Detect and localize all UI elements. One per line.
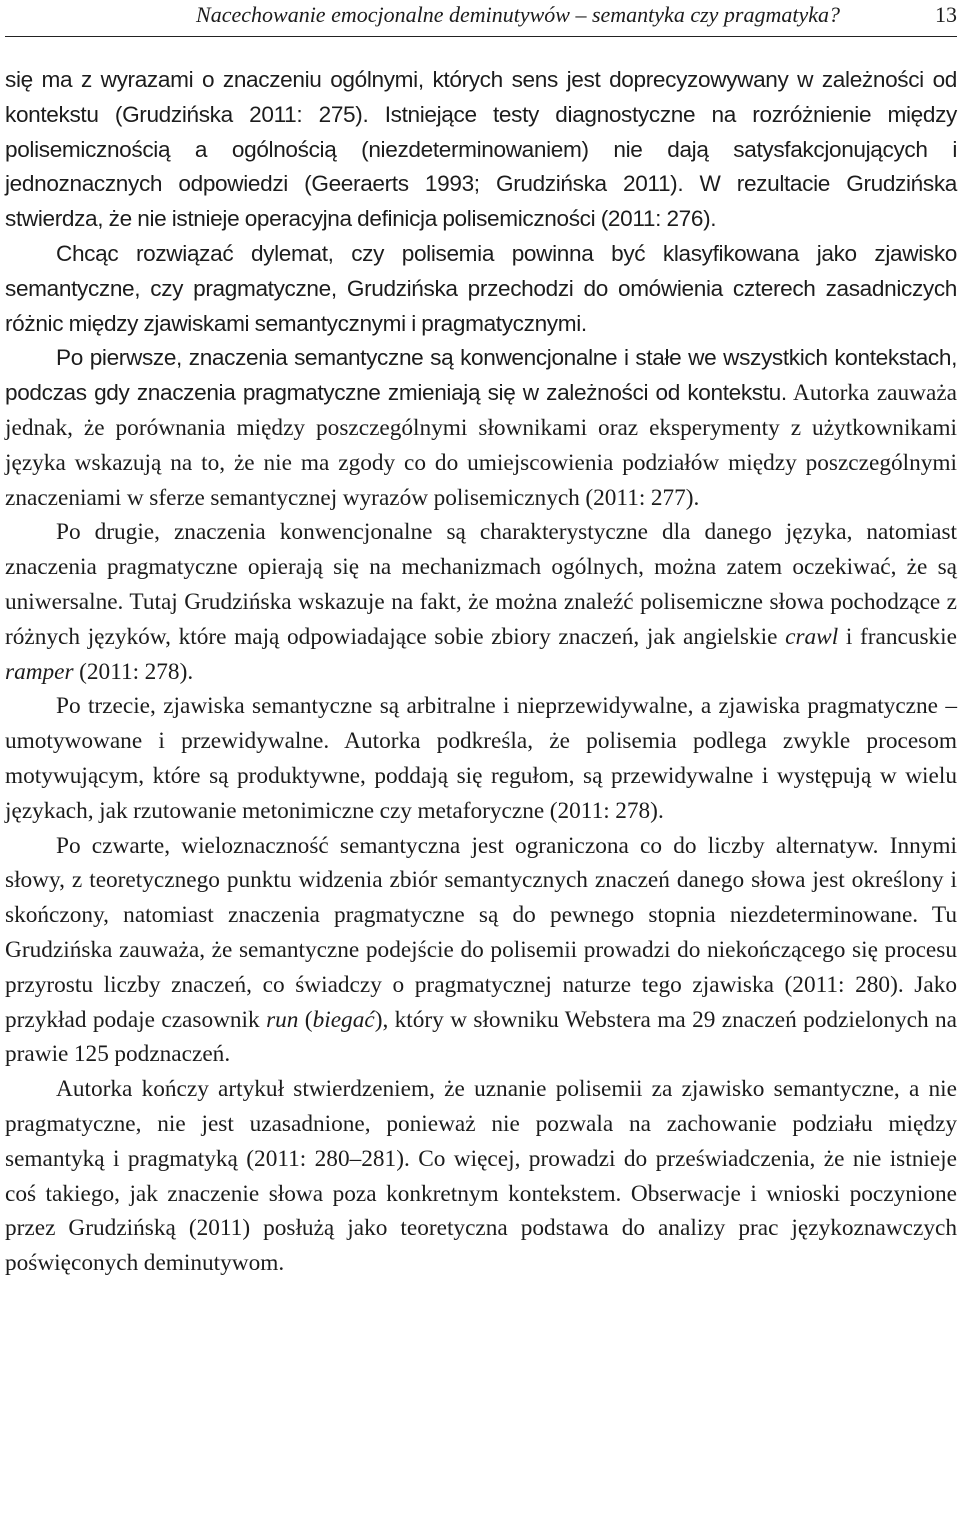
italic-term: biegać (312, 1006, 375, 1033)
paragraph-fourth-difference (5, 829, 957, 1073)
paragraph-dilemma: Chcąc rozwiązać dylemat, czy polisemia powinna być klasyfikowana jako zjawisko semantyczne, czy pragmatyczne, Grudzińska przechodzi do omówienia czterech zasadniczych różnic między zjawiskami semantycznymi i pragmatycznymi. (5, 240, 957, 336)
paragraph-text: (2011: 278). (73, 658, 194, 685)
document-page (5, 0, 957, 1281)
running-header-title: Nacechowanie emocjonalne deminutywów – semantyka czy pragmatyka? (196, 2, 840, 27)
paragraph-first-difference-serif: Autorka zauważa jednak, że porównania między poszczególnymi słownikami oraz eksperymenty z użytkownikami języka wskazują na to, że nie ma zgody co do umiejscowienia podziałów między poszczególnymi znaczeniami w sferze semantycznej wyrazów polisemicznych (2011: 277). (5, 380, 957, 511)
paragraph-conclusion: Autorka kończy artykuł stwierdzeniem, że uznanie polisemii za zjawisko semantyczne, a nie pragmatyczne, nie jest uzasadnione, ponieważ nie pozwala na zachowanie podziału między semantyką i pragmatyką (2011: 280–281). Co więcej, prowadzi do przeświadczenia, że nie istnieje coś takiego, jak znaczenie słowa poza konkretnym kontekstem. Obserwacje i wnioski poczynione przez Grudzińską (2011) posłużą jako teoretyczna podstawa do analizy prac językoznawczych poświęconych deminutywom. (5, 1076, 957, 1277)
italic-term: crawl (785, 623, 839, 650)
paragraph-text: ( (298, 1006, 313, 1033)
paragraph-first-difference (5, 341, 957, 515)
paragraph-second-difference (5, 515, 957, 689)
paragraph-text: ), który w słowniku Webstera ma 29 znaczeń podzielonych na prawie 125 podznaczeń. (5, 1006, 957, 1068)
page-number: 13 (935, 2, 957, 27)
running-header (5, 0, 957, 37)
paragraph-continuation: się ma z wyrazami o znaczeniu ogólnymi, których sens jest doprecyzowywany w zależności od kontekstu (Grudzińska 2011: 275). Istniejące testy diagnostyczne na rozróżnienie między polisemicznością a ogólnością (niezdeterminowaniem) nie dają satysfakcjonujących i jednoznacznych odpowiedzi (Geeraerts 1993; Grudzińska 2011). W rezultacie Grudzińska stwierdza, że nie istnieje operacyjna definicja polisemiczności (2011: 276). (5, 67, 957, 232)
paragraph-third-difference: Po trzecie, zjawiska semantyczne są arbitralne i nieprzewidywalne, a zjawiska pragmatyczne – umotywowane i przewidywalne. Autorka podkreśla, że polisemia podlega zwykle procesom motywującym, które są produktywne, poddają się regułom, są przewidywalne i występują w wielu językach, jak rzutowanie metonimiczne czy metaforyczne (2011: 278). (5, 693, 957, 824)
paragraph-text: i francuskie (838, 623, 957, 650)
body-text (5, 37, 957, 1281)
paragraph-text: Po drugie, znaczenia konwencjonalne są charakterystyczne dla danego języka, natomiast znaczenia pragmatyczne opierają się na mechanizmach ogólnych, można zatem oczekiwać, że są uniwersalne. Tutaj Grudzińska wskazuje na fakt, że można znaleźć polisemiczne słowa pochodzące z różnych języków, które mają odpowiadające sobie zbiory znaczeń, jak angielskie (5, 519, 957, 650)
italic-term: run (266, 1006, 299, 1033)
paragraph-first-difference-sans: Po pierwsze, znaczenia semantyczne są konwencjonalne i stałe we wszystkich kontekstach, podczas gdy znaczenia pragmatyczne zmieniają się w zależności od kontekstu. (5, 345, 957, 406)
paragraph-text: Po czwarte, wieloznaczność semantyczna jest ograniczona co do liczby alternatyw. Innymi słowy, z teoretycznego punktu widzenia zbiór semantycznych znaczeń danego słowa jest określony i skończony, natomiast znaczenia pragmatyczne są do pewnego stopnia niezdeterminowane. Tu Grudzińska zauważa, że semantyczne podejście do polisemii prowadzi do niekończącego się procesu przyrostu liczby znaczeń, co świadczy o pragmatycznej naturze tego zjawiska (2011: 280). Jako przykład podaje czasownik (5, 832, 957, 1033)
italic-term: ramper (5, 658, 74, 685)
